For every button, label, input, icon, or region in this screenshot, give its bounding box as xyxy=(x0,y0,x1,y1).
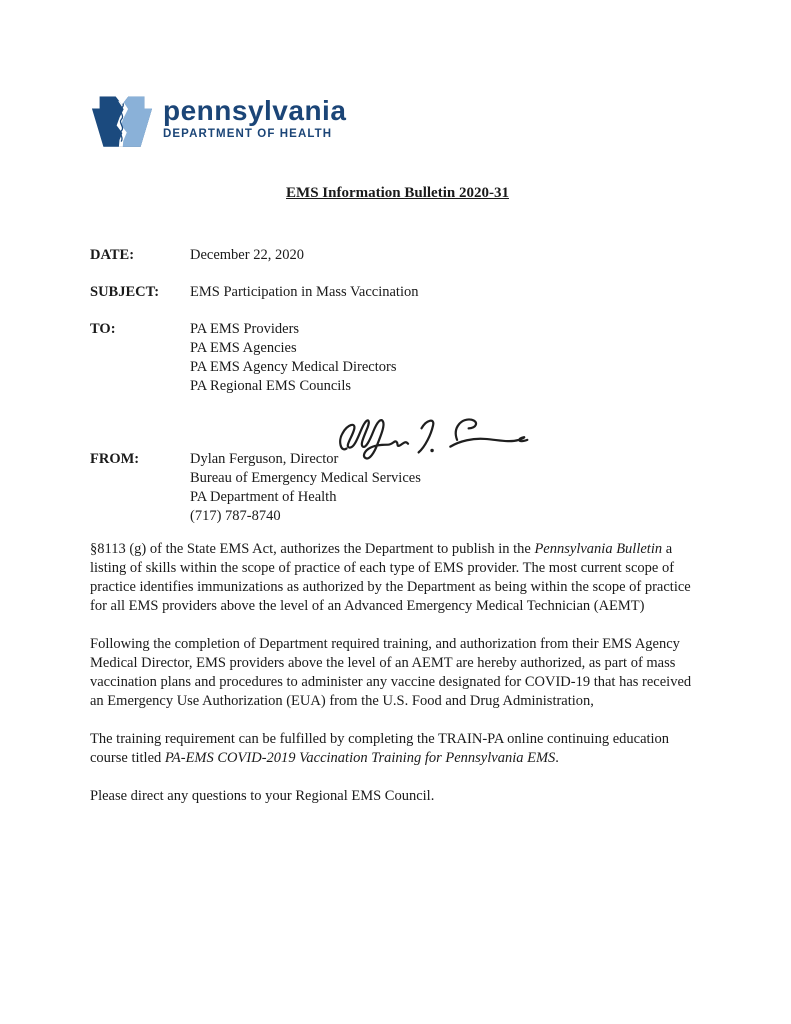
recipient-line: PA Regional EMS Councils xyxy=(190,378,352,394)
body-paragraph-4: Please direct any questions to your Regional EMS Council. xyxy=(90,788,435,804)
body-text xyxy=(90,540,707,806)
pa-doh-logo xyxy=(90,85,705,155)
subject-row xyxy=(90,283,705,302)
p3-text-cont: . xyxy=(555,750,559,766)
date-label: DATE: xyxy=(90,247,135,263)
from-line: Bureau of Emergency Medical Services xyxy=(190,470,421,486)
from-line: Dylan Ferguson, Director xyxy=(190,451,339,467)
date-row xyxy=(90,246,705,265)
org-name: pennsylvania xyxy=(163,95,347,126)
date-value: December 22, 2020 xyxy=(190,247,304,263)
p3-text: The training requirement can be fulfilled by completing the TRAIN-PA online continuing education course titled xyxy=(90,731,670,766)
body-paragraph-3 xyxy=(90,730,707,768)
from-line: (717) 787-8740 xyxy=(190,508,281,524)
p1-text-cont: a listing of skills within the scope of practice of each type of EMS provider. The most current scope of practice identifies immunizations as authorized by the Department as being within the scope of practice for all EMS providers above the level of an Advanced Emergency Medical Technician (AEMT) xyxy=(90,541,691,614)
from-label: FROM: xyxy=(90,451,140,467)
recipient-line: PA EMS Agencies xyxy=(190,340,297,356)
subject-label: SUBJECT: xyxy=(90,284,160,300)
body-paragraph-2: Following the completion of Department required training, and authorization from their EMS Agency Medical Director, EMS providers above the level of an AEMT are hereby authorized, as part of mass vaccination plans and procedures to administer any vaccine designated for COVID-19 that has received an Emergency Use Authorization (EUA) from the U.S. Food and Drug Administration, xyxy=(90,636,692,709)
to-recipients xyxy=(190,320,396,396)
from-row xyxy=(90,450,705,526)
body-paragraph-1 xyxy=(90,540,707,616)
meta-block xyxy=(90,246,705,526)
to-row xyxy=(90,320,705,396)
org-subtitle: DEPARTMENT OF HEALTH xyxy=(163,128,333,140)
from-lines xyxy=(190,450,421,526)
from-line: PA Department of Health xyxy=(190,489,337,505)
p3-italic-text: PA-EMS COVID-2019 Vaccination Training for Pennsylvania EMS xyxy=(164,750,556,766)
to-label: TO: xyxy=(90,321,116,337)
keystone-caduceus-icon xyxy=(90,85,154,155)
p1-text: §8113 (g) of the State EMS Act, authorizes the Department to publish in the xyxy=(90,541,535,557)
bulletin-title: EMS Information Bulletin 2020-31 xyxy=(286,185,509,201)
p1-italic-text: Pennsylvania Bulletin xyxy=(534,541,663,557)
recipient-line: PA EMS Providers xyxy=(190,321,300,337)
subject-value: EMS Participation in Mass Vaccination xyxy=(190,284,419,300)
logo-text xyxy=(163,97,346,140)
recipient-line: PA EMS Agency Medical Directors xyxy=(190,359,397,375)
